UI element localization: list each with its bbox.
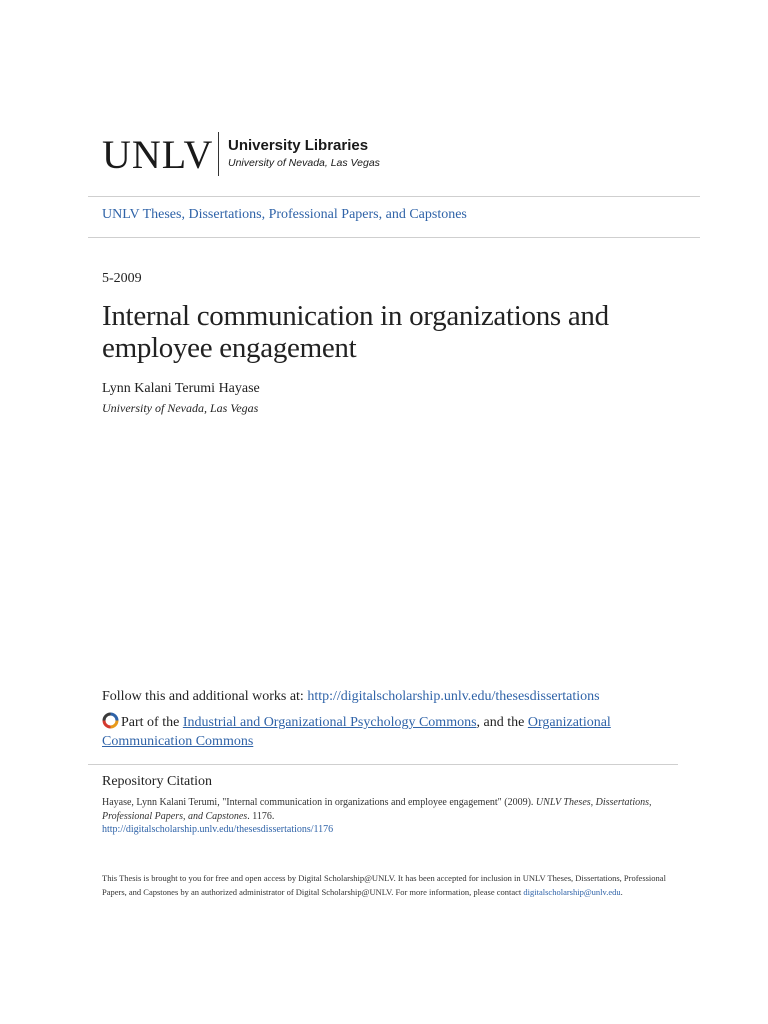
unlv-logo-wordmark: UNLV	[102, 132, 214, 177]
citation-text	[102, 796, 662, 824]
access-statement-text: This Thesis is brought to you for free and open access by Digital Scholarship@UNLV. It has been accepted for inclusion in UNLV Theses, Dissertations, Professional Papers, and Capstones by an authorized administrator of Digital Scholarship@UNLV. For more information, please contact	[102, 873, 666, 897]
part-of-prefix: Part of the	[121, 715, 183, 730]
collection-divider	[88, 237, 700, 238]
access-statement	[102, 871, 687, 899]
part-of-middle: , and the	[476, 715, 528, 730]
logo-divider	[218, 132, 219, 176]
follow-url-link[interactable]: http://digitalscholarship.unlv.edu/thesesdissertations	[307, 689, 600, 704]
citation-plain: Hayase, Lynn Kalani Terumi, "Internal communication in organizations and employee engagement" (2009).	[102, 797, 536, 808]
org-communication-commons-link[interactable]: Organizational Communication Commons	[102, 715, 611, 749]
citation-heading: Repository Citation	[102, 774, 213, 789]
follow-line	[102, 689, 600, 705]
follow-label: Follow this and additional works at:	[102, 689, 308, 704]
author-affiliation: University of Nevada, Las Vegas	[102, 401, 259, 415]
collection-link[interactable]: UNLV Theses, Dissertations, Professional Papers, and Capstones	[102, 207, 467, 222]
document-title: Internal communication in organizations and employee engagement	[102, 300, 609, 364]
library-subtitle: University of Nevada, Las Vegas	[228, 157, 380, 169]
commons-network-icon	[102, 712, 119, 729]
contact-email-link[interactable]: digitalscholarship@unlv.edu	[523, 887, 621, 897]
citation-number: . 1176.	[247, 811, 275, 822]
citation-url-link[interactable]: http://digitalscholarship.unlv.edu/thesesdissertations/1176	[102, 824, 334, 835]
part-of-statement	[102, 712, 642, 751]
access-statement-end: .	[620, 887, 623, 897]
author-name: Lynn Kalani Terumi Hayase	[102, 381, 260, 396]
publication-date: 5-2009	[102, 271, 142, 286]
citation-divider	[88, 764, 678, 765]
library-title: University Libraries	[228, 137, 369, 154]
citation-series: UNLV Theses, Dissertations, Professional Papers, and Capstones	[102, 797, 652, 822]
top-divider	[88, 196, 700, 197]
io-psychology-commons-link[interactable]: Industrial and Organizational Psychology Commons	[182, 715, 477, 730]
